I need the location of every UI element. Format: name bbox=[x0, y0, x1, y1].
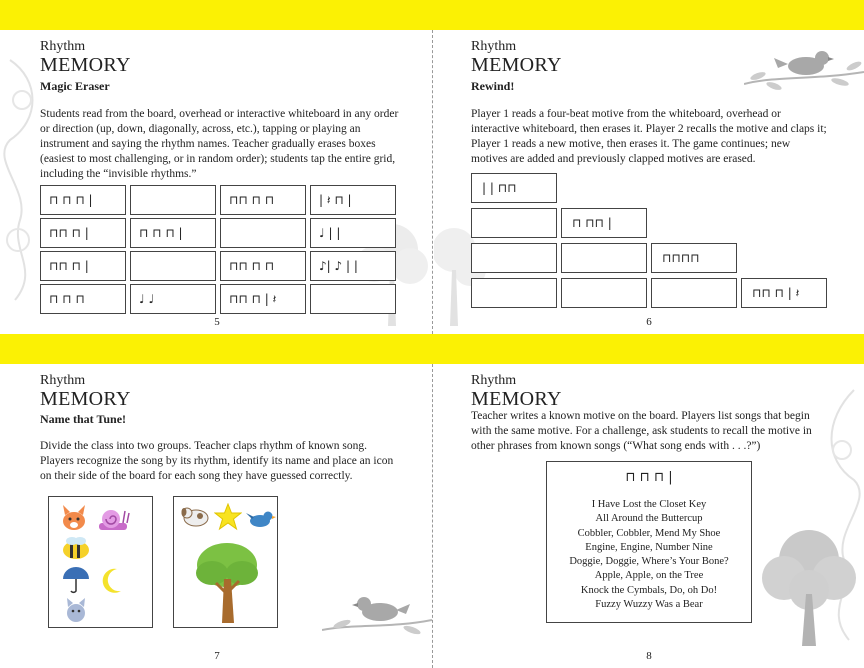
song-title: Apple, Apple, on the Tree bbox=[594, 570, 704, 582]
umbrella-icon bbox=[61, 565, 91, 595]
page6-number: 6 bbox=[646, 316, 652, 328]
grid-cell bbox=[220, 218, 306, 248]
rewind-box bbox=[471, 278, 557, 308]
song-title: Cobbler, Cobbler, Mend My Shoe bbox=[577, 527, 721, 539]
page7-number: 7 bbox=[214, 650, 220, 662]
page6-header-memory: MEMORY bbox=[471, 54, 562, 76]
page7-header-memory: MEMORY bbox=[40, 388, 131, 410]
rewind-box: | | ⊓⊓ bbox=[471, 173, 557, 203]
grid-cell: ♩ ♩ bbox=[130, 284, 216, 314]
star-icon bbox=[214, 503, 242, 531]
page8-number: 8 bbox=[646, 650, 652, 662]
page7-header-rhythm: Rhythm bbox=[40, 373, 86, 388]
bird-branch-icon bbox=[744, 36, 864, 96]
bird-branch-icon-bottom bbox=[322, 580, 432, 650]
song-title: Knock the Cymbals, Do, oh Do! bbox=[580, 584, 718, 596]
song-title: All Around the Buttercup bbox=[595, 513, 703, 525]
blue-bird-icon bbox=[246, 507, 276, 531]
grid-cell: ⊓⊓ ⊓ ⊓ bbox=[220, 251, 306, 281]
page5-header-rhythm: Rhythm bbox=[40, 39, 86, 54]
song-title: I Have Lost the Closet Key bbox=[591, 499, 707, 510]
page-divider-bottom bbox=[432, 364, 433, 668]
grid-cell: ⊓⊓ ⊓ | bbox=[40, 251, 126, 281]
bee-icon bbox=[59, 535, 93, 561]
rewind-box bbox=[561, 243, 647, 273]
grid-cell: ⊓⊓ ⊓ | 𝄽 bbox=[220, 284, 306, 314]
page6-body-text: Player 1 reads a four-beat motive from the whiteboard, overhead or interactive whiteboard, then erases it. Player 2 recalls the motive and claps it; Player 1 reads a new motive, then erases it. The game continues; new motives are added and previously clapped motives are erased. bbox=[471, 108, 827, 165]
page8-header-rhythm: Rhythm bbox=[471, 373, 517, 388]
rewind-box: ⊓⊓⊓⊓ bbox=[651, 243, 737, 273]
rewind-box: ⊓ ⊓⊓ | bbox=[561, 208, 647, 238]
grid-cell: | 𝄽 ⊓ | bbox=[310, 185, 396, 215]
song-list bbox=[547, 498, 751, 612]
page8-header-memory: MEMORY bbox=[471, 388, 562, 410]
page7-subtitle: Name that Tune! bbox=[40, 412, 127, 426]
fox-icon bbox=[57, 503, 91, 533]
rewind-box: ⊓⊓ ⊓ | 𝄽 bbox=[741, 278, 827, 308]
tree-icon bbox=[192, 539, 262, 625]
page6-header-rhythm: Rhythm bbox=[471, 39, 517, 54]
snail-icon bbox=[97, 505, 131, 533]
page5-number: 5 bbox=[214, 316, 220, 328]
page5-subtitle: Magic Eraser bbox=[40, 79, 110, 93]
grid-cell: ⊓⊓ ⊓ ⊓ bbox=[220, 185, 306, 215]
song-title: Engine, Engine, Number Nine bbox=[585, 541, 713, 553]
page-divider-top bbox=[432, 30, 433, 334]
grid-cell: ♪| ♪ | | bbox=[310, 251, 396, 281]
grid-cell bbox=[130, 251, 216, 281]
song-motive: ⊓ ⊓ ⊓ | bbox=[625, 470, 673, 485]
rewind-box bbox=[471, 208, 557, 238]
page8-body-text: Teacher writes a known motive on the board. Players list songs that begin with the same motive. For a challenge, ask students to recall the motive in other phrases from known songs (“What song ends with . . .?”) bbox=[471, 410, 812, 452]
song-title: Doggie, Doggie, Where’s Your Bone? bbox=[569, 556, 729, 568]
grid-cell bbox=[130, 185, 216, 215]
page7-body-text: Divide the class into two groups. Teacher claps rhythm of known song. Players recognize the song by its rhythm, identify its name and place an icon on their side of the board for each song they have guessed correctly. bbox=[40, 440, 394, 482]
icon-box-left bbox=[48, 496, 153, 628]
page5-body-text: Students read from the board, overhead or interactive whiteboard in any order or direction (up, down, diagonally, across, etc.), tapping or playing an instrument and saying the rhythm names. Teacher gradually erases boxes (easiest to most challenging, or in random order); students tap the entire grid, including the “invisible rhythms.” bbox=[40, 108, 399, 180]
middle-yellow-band bbox=[0, 334, 864, 364]
rewind-box bbox=[651, 278, 737, 308]
grid-cell: ⊓ ⊓ ⊓ | bbox=[40, 185, 126, 215]
song-list-box bbox=[546, 461, 752, 623]
page5-rhythm-grid bbox=[40, 185, 396, 314]
page5-header-memory: MEMORY bbox=[40, 54, 131, 76]
grid-cell bbox=[310, 284, 396, 314]
rewind-box bbox=[471, 243, 557, 273]
page6-subtitle: Rewind! bbox=[471, 79, 515, 93]
top-yellow-band bbox=[0, 0, 864, 30]
grid-cell: ♩ | | bbox=[310, 218, 396, 248]
moon-icon bbox=[97, 565, 127, 595]
grid-cell: ⊓⊓ ⊓ | bbox=[40, 218, 126, 248]
cat-icon bbox=[61, 595, 91, 625]
icon-box-right bbox=[173, 496, 278, 628]
grid-cell: ⊓ ⊓ ⊓ bbox=[40, 284, 126, 314]
rewind-box bbox=[561, 278, 647, 308]
song-title: Fuzzy Wuzzy Was a Bear bbox=[595, 599, 703, 611]
grey-tree-icon bbox=[754, 520, 864, 650]
dog-icon bbox=[178, 503, 214, 529]
grid-cell: ⊓ ⊓ ⊓ | bbox=[130, 218, 216, 248]
